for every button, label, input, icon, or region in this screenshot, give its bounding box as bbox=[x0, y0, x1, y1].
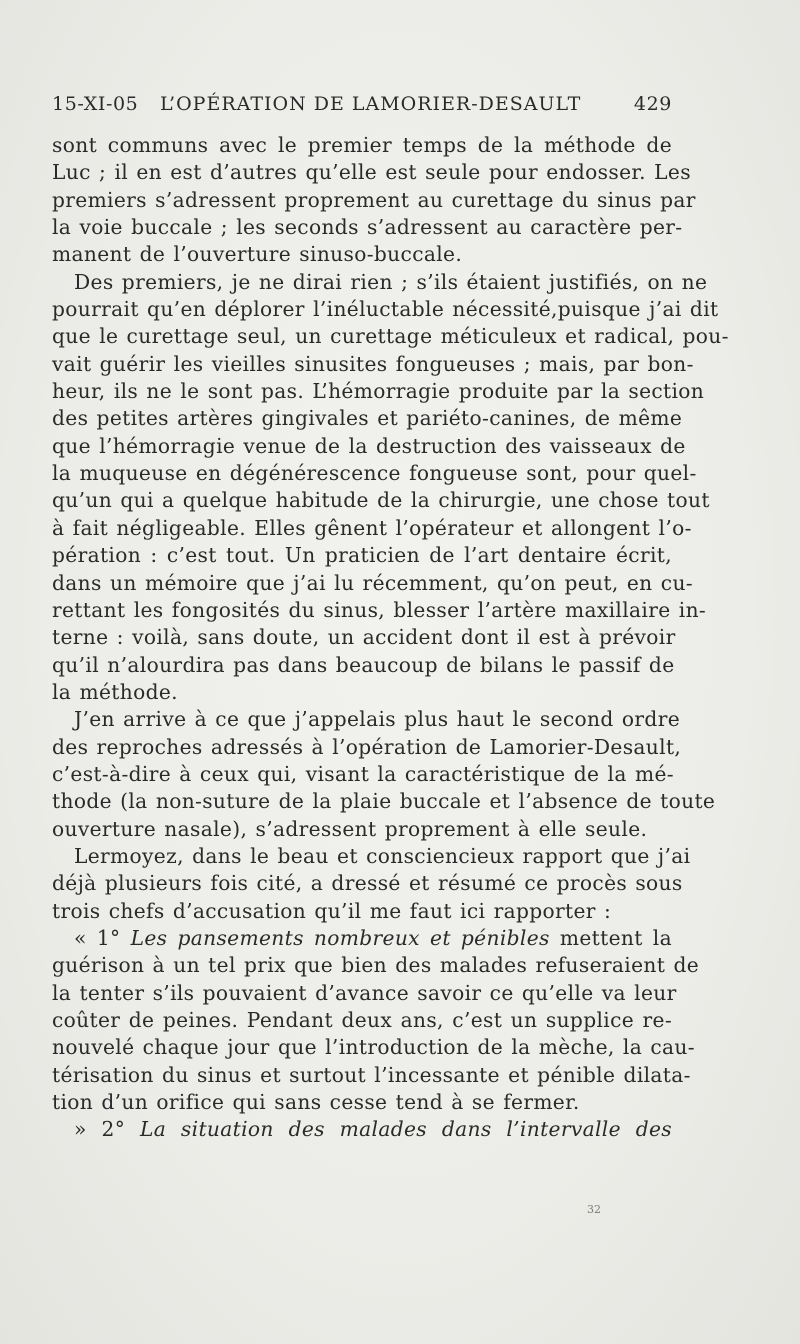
header-title: L’OPÉRATION DE LAMORIER-DESAULT bbox=[160, 93, 582, 115]
text-line: la voie buccale ; les seconds s’adressent au caractère per- bbox=[52, 215, 683, 240]
text-line: qu’il n’alourdira pas dans beaucoup de bilans le passif de bbox=[52, 652, 675, 677]
text-line: des reproches adressés à l’opération de Lamorier-Desault, bbox=[52, 734, 682, 759]
italic-heading: La situation des malades dans l’intervalle des bbox=[139, 1117, 672, 1142]
page-number: 429 bbox=[633, 93, 672, 115]
text-line bbox=[52, 925, 672, 952]
text-line: coûter de peines. Pendant deux ans, c’est un supplice re- bbox=[52, 1008, 672, 1032]
text-line: c’est-à-dire à ceux qui, visant la caractéristique de la mé- bbox=[52, 761, 674, 786]
header-date: 15-XI-05 bbox=[52, 93, 139, 115]
text-line: terne : voilà, sans doute, un accident dont il est à prévoir bbox=[52, 625, 676, 650]
text-line: qu’un qui a quelque habitude de la chirurgie, une chose tout bbox=[52, 488, 710, 513]
text-line: que l’hémorragie venue de la destruction des vaisseaux de bbox=[52, 433, 686, 458]
italic-heading: Les pansements nombreux et pénibles bbox=[130, 925, 550, 950]
text-line: rettant les fongosités du sinus, blesser l’artère maxillaire in- bbox=[52, 597, 707, 622]
text-line: thode (la non-suture de la plaie buccale et l’absence de toute bbox=[52, 789, 716, 814]
running-head bbox=[52, 93, 672, 123]
text-line: nouvelé chaque jour que l’introduction de la mèche, la cau- bbox=[52, 1035, 695, 1060]
signature-mark: 32 bbox=[587, 1203, 601, 1216]
text-line: à fait négligeable. Elles gênent l’opérateur et allongent l’o- bbox=[52, 515, 692, 540]
text-line: pération : c’est tout. Un praticien de l’art dentaire écrit, bbox=[52, 543, 672, 568]
text-line: la méthode. bbox=[52, 679, 178, 704]
text-line: trois chefs d’accusation qu’il me faut ici rapporter : bbox=[52, 898, 612, 923]
text-line: sont communs avec le premier temps de la méthode de bbox=[52, 133, 672, 157]
text-line: des petites artères gingivales et pariéto-canines, de même bbox=[52, 406, 683, 431]
line-prefix: » 2° bbox=[74, 1117, 140, 1142]
text-line: premiers s’adressent proprement au curettage du sinus par bbox=[52, 187, 696, 212]
text-line: la muqueuse en dégénérescence fongueuse sont, pour quel- bbox=[52, 461, 697, 486]
text-line: Des premiers, je ne dirai rien ; s’ils étaient justifiés, on ne bbox=[74, 269, 708, 294]
line-suffix: mettent la bbox=[549, 925, 672, 950]
text-line: déjà plusieurs fois cité, a dressé et résumé ce procès sous bbox=[52, 871, 683, 896]
text-line: tion d’un orifice qui sans cesse tend à se fermer. bbox=[52, 1090, 580, 1115]
text-line: Luc ; il en est d’autres qu’elle est seule pour endosser. Les bbox=[52, 160, 691, 185]
text-line: térisation du sinus et surtout l’incessante et pénible dilata- bbox=[52, 1062, 691, 1087]
text-line: J’en arrive à ce que j’appelais plus haut le second ordre bbox=[74, 707, 681, 732]
text-line: Lermoyez, dans le beau et consciencieux rapport que j’ai bbox=[74, 843, 691, 868]
text-line: guérison à un tel prix que bien des malades refuseraient de bbox=[52, 953, 700, 978]
text-line: que le curettage seul, un curettage méticuleux et radical, pou- bbox=[52, 324, 729, 349]
text-line: manent de l’ouverture sinuso-buccale. bbox=[52, 242, 463, 267]
text-line: heur, ils ne le sont pas. L’hémorragie produite par la section bbox=[52, 379, 705, 404]
text-line: dans un mémoire que j’ai lu récemment, qu’on peut, en cu- bbox=[52, 570, 693, 595]
text-line: pourrait qu’en déplorer l’inéluctable nécessité,puisque j’ai dit bbox=[52, 297, 719, 322]
text-line: vait guérir les vieilles sinusites fongueuses ; mais, par bon- bbox=[52, 351, 694, 376]
text-line: ouverture nasale), s’adressent proprement à elle seule. bbox=[52, 816, 648, 841]
body-text bbox=[52, 132, 729, 1144]
line-prefix: « 1° bbox=[74, 925, 131, 950]
text-line: la tenter s’ils pouvaient d’avance savoir ce qu’elle va leur bbox=[52, 980, 677, 1005]
text-line bbox=[52, 1116, 672, 1143]
